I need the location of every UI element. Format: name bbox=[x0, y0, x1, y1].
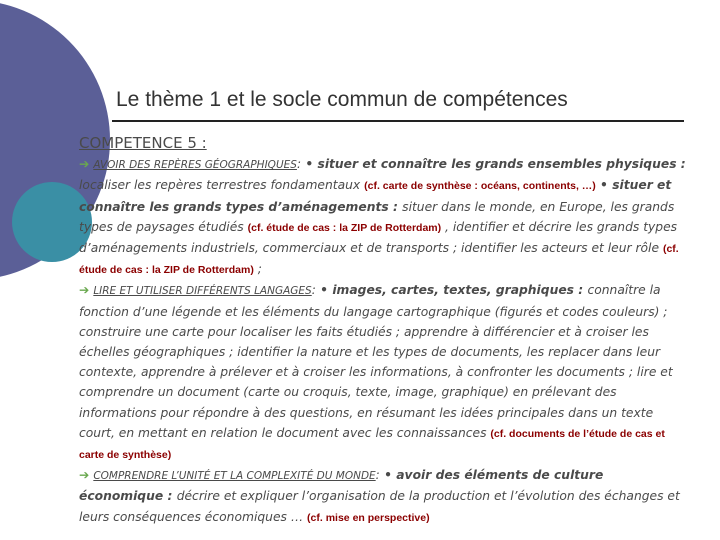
slide-title: Le thème 1 et le socle commun de compétences bbox=[116, 88, 568, 111]
section-heading-colon: : bbox=[311, 283, 316, 298]
skill-description: décrire et expliquer l’organisation de la production et l’évolution des échanges et leurs conséquences économiques … bbox=[79, 489, 680, 524]
section-heading-colon: : bbox=[296, 157, 302, 172]
skill-item: • situer et connaître les grands ensembles physiques : bbox=[301, 157, 686, 172]
competence-section bbox=[79, 465, 691, 528]
slide-body bbox=[79, 133, 691, 528]
skill-description: localiser les repères terrestres fondamentaux bbox=[79, 178, 365, 193]
competence-section bbox=[79, 154, 691, 280]
section-heading: COMPRENDRE L’UNITÉ ET LA COMPLEXITÉ DU MONDE bbox=[93, 470, 376, 483]
reference-note: (cf. documents de l’étude de cas et carte de synthèse) bbox=[79, 427, 665, 462]
reference-note: (cf. étude de cas : la ZIP de Rotterdam) bbox=[247, 221, 442, 234]
skill-item: • situer et connaître les grands types d’aménagements : bbox=[79, 178, 672, 214]
arrow-bullet-icon: ➔ bbox=[79, 468, 90, 483]
skill-description: , identifier et décrire les grands types d’aménagements industriels, commerciaux et de transports ; identifier les acteurs et leur rôle bbox=[79, 219, 678, 256]
skill-description: ; bbox=[253, 262, 262, 277]
reference-note: (cf. mise en perspective) bbox=[307, 511, 430, 524]
competence-sections bbox=[79, 154, 691, 528]
title-underline bbox=[112, 120, 684, 122]
skill-item: • images, cartes, textes, graphiques : bbox=[315, 283, 588, 298]
skill-description: situer dans le monde, en Europe, les grands types de paysages étudiés bbox=[79, 199, 675, 234]
skill-description: connaître la fonction d’une légende et les éléments du langage cartographique (figurés et codes couleurs) ; construire une carte pour localiser les faits étudiés ; apprendre à différencier et à croiser les échelles géographiques ; identifier la nature et les types de documents, les replacer dans leur contexte, apprendre à prélever et à croiser les informations, à confronter les documents ; lire et comprendre un document (carte ou croquis, texte, image, graphique) en prélevant des informations pour répondre à des questions, en résumant les idées principales dans un texte court, en mettant en relation le document avec les connaissances bbox=[79, 283, 673, 440]
reference-note: (cf. carte de synthèse : océans, continents, …) bbox=[364, 180, 596, 193]
arrow-bullet-icon: ➔ bbox=[79, 283, 90, 298]
section-heading: AVOIR DES REPÈRES GÉOGRAPHIQUES bbox=[93, 159, 297, 172]
competence-section bbox=[79, 280, 691, 465]
arrow-bullet-icon: ➔ bbox=[79, 157, 90, 172]
competence-heading: COMPETENCE 5 : bbox=[79, 134, 207, 152]
section-heading: LIRE ET UTILISER DIFFÉRENTS LANGAGES bbox=[93, 285, 312, 298]
reference-note: (cf. étude de cas : la ZIP de Rotterdam) bbox=[79, 243, 679, 277]
section-heading-colon: : bbox=[375, 468, 380, 483]
skill-item: • avoir des éléments de culture économique : bbox=[79, 468, 604, 504]
